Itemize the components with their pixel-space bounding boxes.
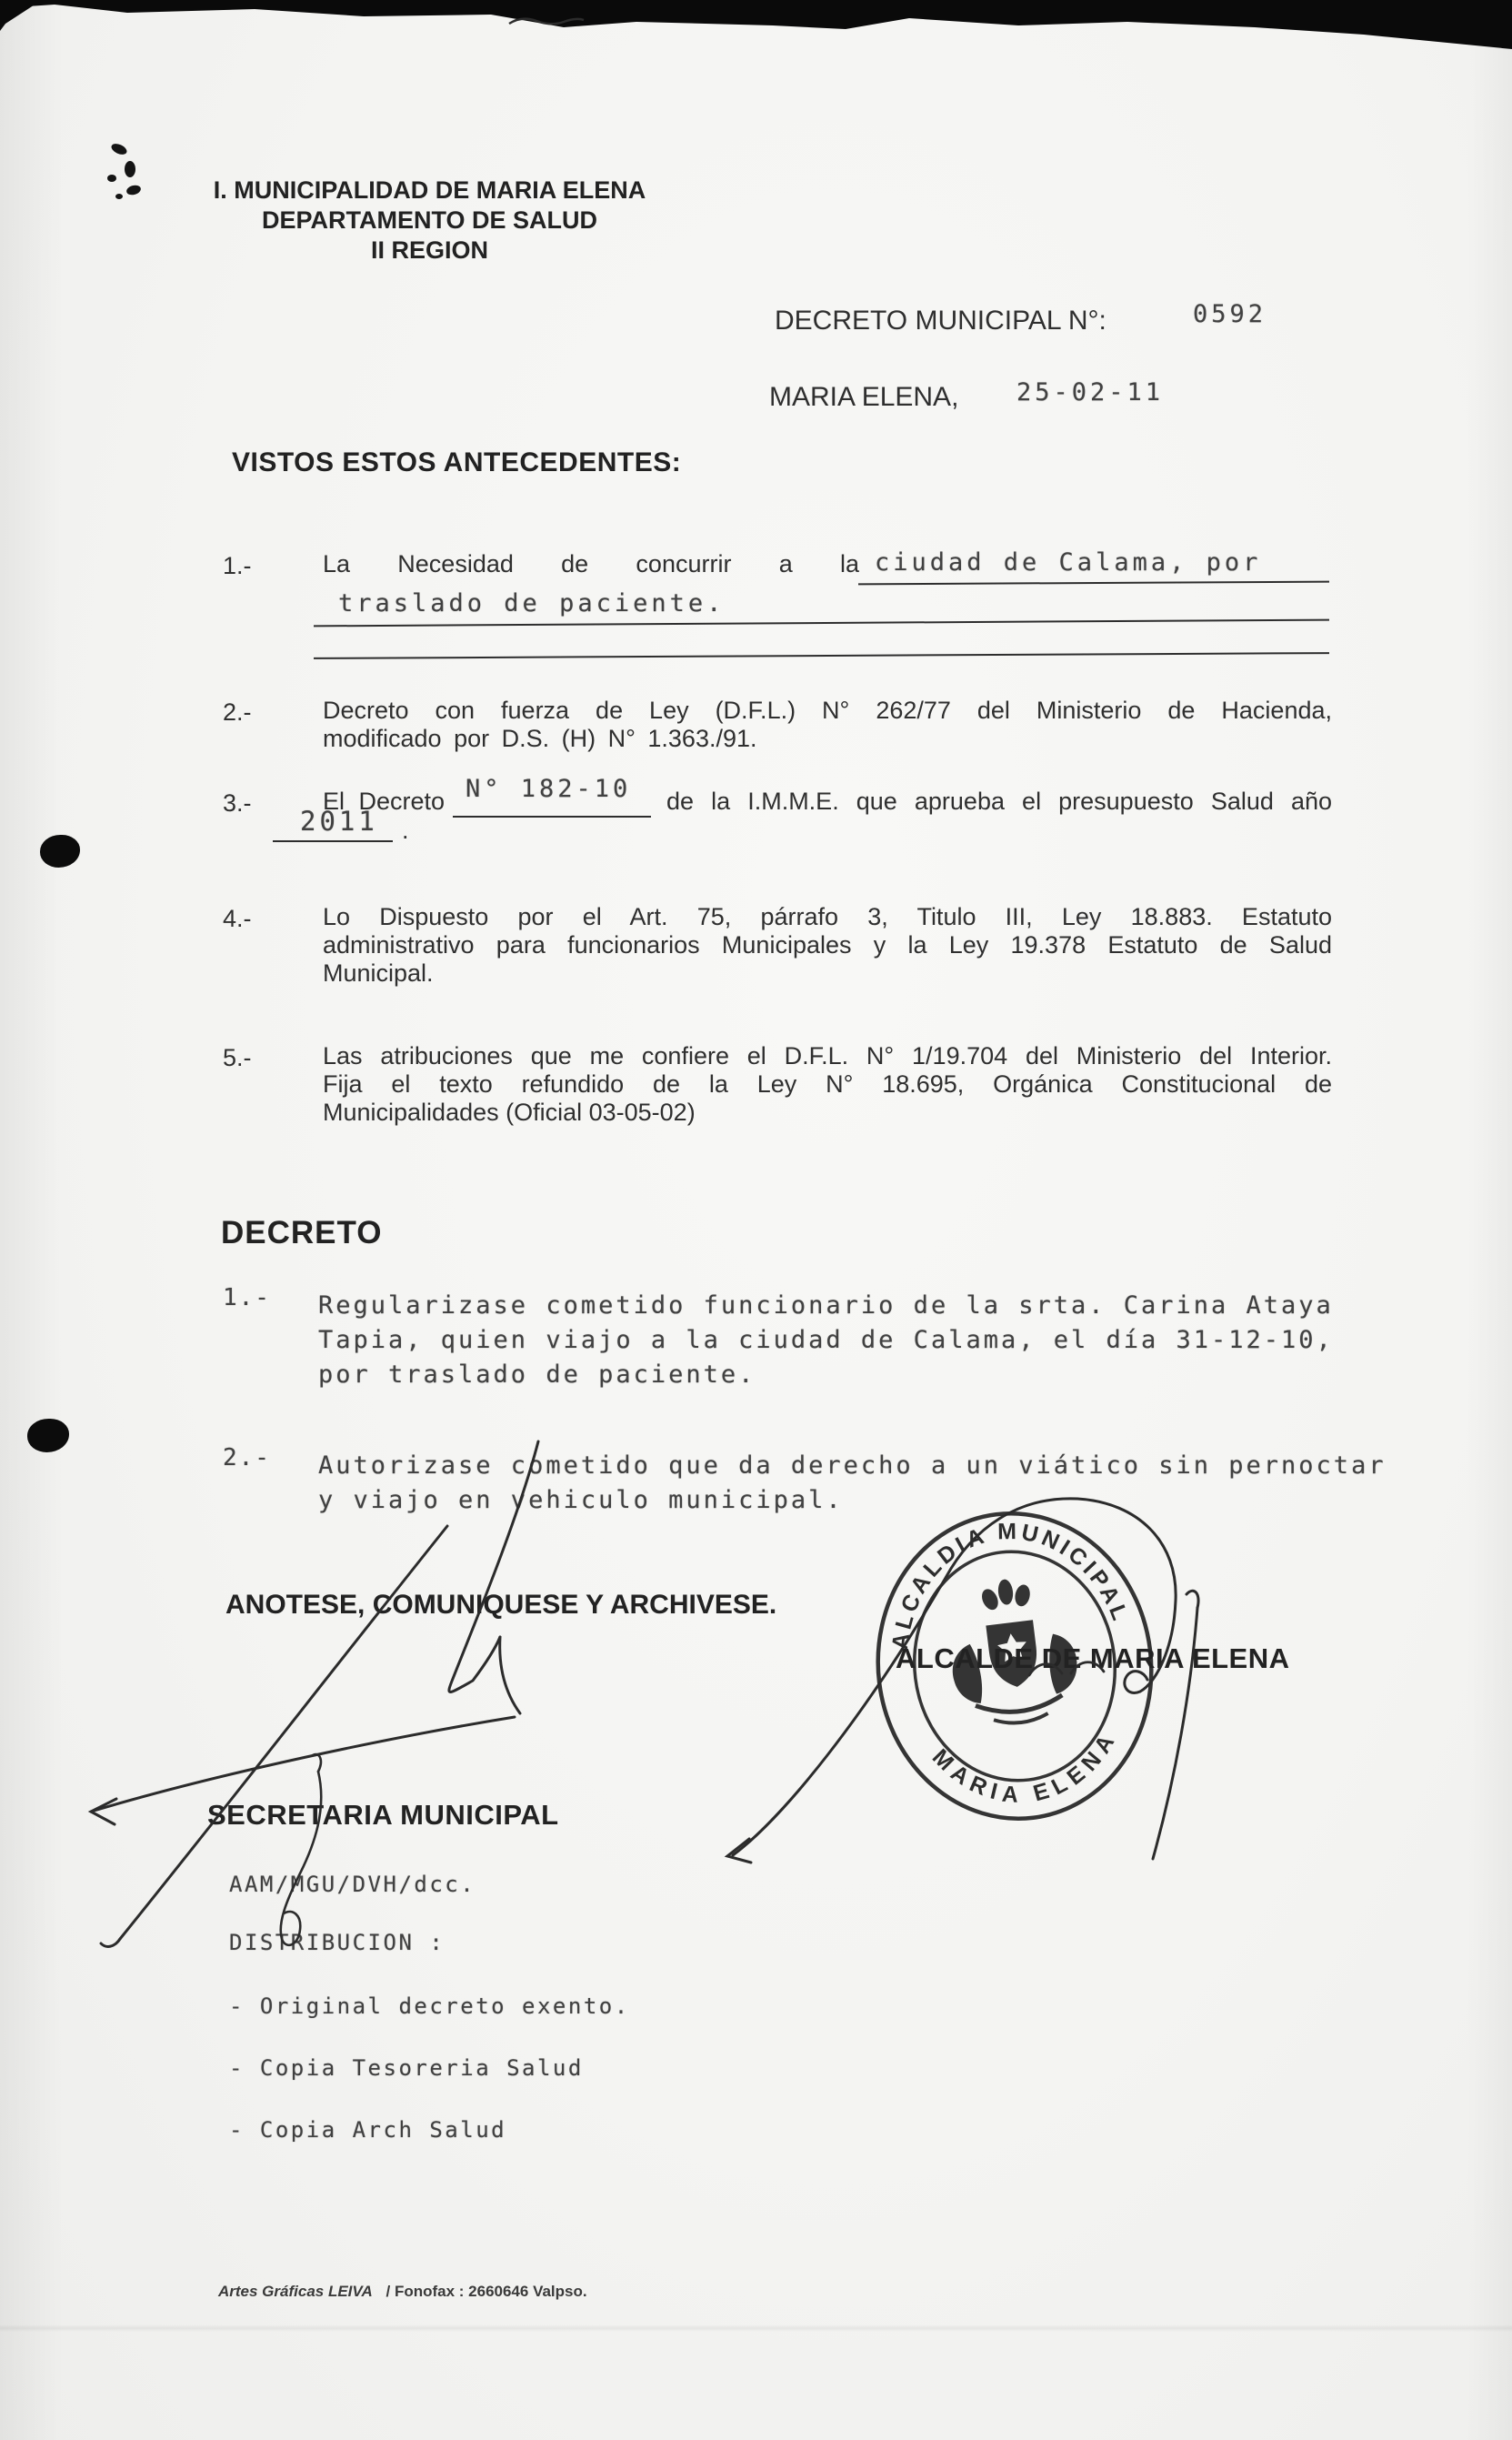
fill-in-underline (453, 816, 651, 818)
vistos-item3-number: 3.- (223, 789, 252, 817)
vistos-item3-pre-text: El Decreto (323, 788, 446, 815)
secretaria-title: SECRETARIA MUNICIPAL (207, 1799, 559, 1831)
vistos-item5-line1: Las atribuciones que me confiere el D.F.L. N° 1/19.704 del Ministerio del Interior. (323, 1042, 1332, 1069)
decreto-item1-line2: Tapia, quien viajo a la ciudad de Calama, el día 31-12-10, (318, 1326, 1334, 1354)
vistos-item2-line2: modificado por D.S. (H) N° 1.363./91. (323, 725, 757, 752)
distribution-item: - Original decreto exento. (229, 1993, 630, 2019)
anotese-line: ANOTESE, COMUNIQUESE Y ARCHIVESE. (225, 1590, 777, 1620)
vistos-item1-typed-reason: traslado de paciente. (338, 589, 726, 618)
vistos-item2-number: 2.- (223, 698, 252, 726)
vistos-item4-line2: administrativo para funcionarios Municipales y la Ley 19.378 Estatuto de Salud (323, 931, 1332, 959)
distribution-item: - Copia Tesoreria Salud (229, 2055, 584, 2081)
distribution-item: - Copia Arch Salud (229, 2117, 507, 2143)
decreto-item1-number: 1.- (223, 1284, 271, 1311)
binding-dot-lower (27, 1419, 69, 1452)
svg-text:MARIA ELENA (926, 1722, 1130, 1819)
paper-crease (0, 2325, 1512, 2332)
vistos-item3-tail-period: . (402, 817, 409, 844)
fill-in-underline-empty (314, 652, 1329, 659)
printshop-contact: / Fonofax : 2660646 Valpso. (386, 2283, 587, 2300)
decreto-item2-line2: y viajo en vehiculo municipal. (318, 1486, 844, 1514)
vistos-item4-line3: Municipal. (323, 959, 434, 987)
vistos-item4-line1: Lo Dispuesto por el Art. 75, párrafo 3, Titulo III, Ley 18.883. Estatuto (323, 903, 1332, 930)
decreto-item2-number: 2.- (223, 1444, 271, 1471)
vistos-item5-line3: Municipalidades (Oficial 03-05-02) (323, 1099, 696, 1126)
decree-number-value: 0592 (1193, 300, 1267, 328)
decree-number-label: DECRETO MUNICIPAL N°: (775, 306, 1106, 336)
vistos-item5-line2: Fija el texto refundido de la Ley N° 18.695, Orgánica Constitucional de (323, 1070, 1332, 1098)
vistos-item5-number: 5.- (223, 1044, 252, 1071)
letterhead-line1: I. MUNICIPALIDAD DE MARIA ELENA (213, 176, 646, 204)
fill-in-underline (273, 840, 393, 842)
decreto-item1-line1: Regularizase cometido funcionario de la srta. Carina Ataya (318, 1291, 1334, 1320)
vistos-item1-printed-text: La Necesidad de concurrir a la (323, 550, 859, 577)
vistos-item4-number: 4.- (223, 905, 252, 932)
seal-top-text: ALCALDIA MUNICIPAL (886, 1519, 1135, 1652)
vistos-heading: VISTOS ESTOS ANTECEDENTES: (232, 447, 682, 477)
letterhead-line3: II REGION (370, 236, 488, 264)
vistos-item1-number: 1.- (223, 552, 252, 579)
vistos-item1-typed-destination: ciudad de Calama, por (875, 548, 1262, 577)
decreto-item1-line3: por traslado de paciente. (318, 1361, 756, 1389)
scan-edge-top (0, 0, 1512, 73)
vistos-item3-typed-decree-number: N° 182-10 (466, 775, 632, 803)
distribution-heading: DISTRIBUCION : (229, 1930, 446, 1955)
decree-date-value: 25-02-11 (1016, 378, 1165, 407)
letterhead-line2: DEPARTAMENTO DE SALUD (261, 206, 597, 234)
seal-bottom-text: MARIA ELENA (926, 1725, 1123, 1809)
decree-city-label: MARIA ELENA, (769, 382, 959, 412)
vistos-item3-typed-year: 2011 (300, 806, 378, 837)
decreto-heading: DECRETO (221, 1215, 383, 1250)
fill-in-underline (858, 581, 1329, 586)
corner-smudge-marks (86, 118, 168, 218)
responsibility-initials: AAM/MGU/DVH/dcc. (229, 1872, 476, 1897)
vistos-item2-line1: Decreto con fuerza de Ley (D.F.L.) N° 262/77 del Ministerio de Hacienda, (323, 697, 1332, 724)
binding-dot-upper (40, 835, 80, 868)
letterhead (173, 176, 686, 266)
printshop-brand: Artes Gráficas LEIVA (218, 2283, 373, 2300)
vistos-item3-post-text: de la I.M.M.E. que aprueba el presupuesto Salud año (666, 788, 1332, 815)
fill-in-underline (314, 619, 1329, 628)
alcalde-title: ALCALDE DE MARIA ELENA (896, 1642, 1290, 1674)
decreto-item2-line1: Autorizase cometido que da derecho a un viático sin pernoctar (318, 1451, 1387, 1480)
